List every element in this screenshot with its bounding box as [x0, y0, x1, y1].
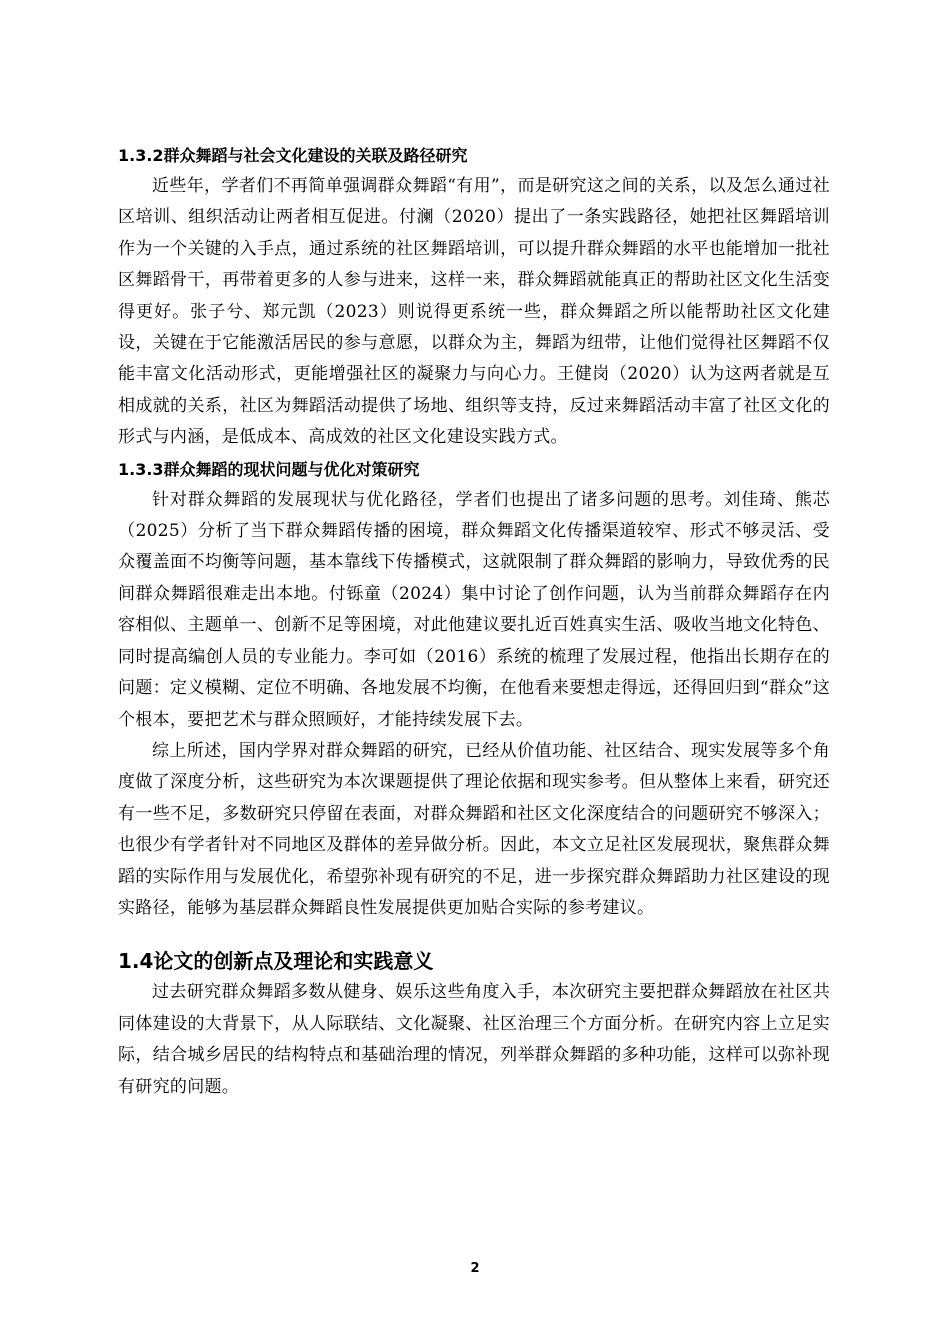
section-heading-1-3-2: 1.3.2群众舞蹈与社会文化建设的关联及路径研究	[118, 146, 468, 165]
paragraph: 近些年，学者们不再简单强调群众舞蹈“有用”，而是研究这之间的关系，以及怎么通过社区培训、组织活动让两者相互促进。付澜（2020）提出了一条实践路径，她把社区舞蹈培训作为一个关键的入手点，通过系统的社区舞蹈培训，可以提升群众舞蹈的水平也能增加一批社区舞蹈骨干，再带着更多的人参与进来，这样一来，群众舞蹈就能真正的帮助社区文化生活变得更好。张子兮、郑元凯（2023）则说得更系统一些，群众舞蹈之所以能帮助社区文化建设，关键在于它能激活居民的参与意愿，以群众为主，舞蹈为纽带，让他们觉得社区舞蹈不仅能丰富文化活动形式，更能增强社区的凝聚力与向心力。王健岗（2020）认为这两者就是互相成就的关系，社区为舞蹈活动提供了场地、组织等支持，反过来舞蹈活动丰富了社区文化的形式与内涵，是低成本、高成效的社区文化建设实践方式。	[118, 176, 830, 448]
page-content	[118, 140, 830, 1103]
section-heading-1-4: 1.4论文的创新点及理论和实践意义	[118, 949, 434, 974]
paragraph: 针对群众舞蹈的发展现状与优化路径，学者们也提出了诸多问题的思考。刘佳琦、熊芯（2025）分析了当下群众舞蹈传播的困境，群众舞蹈文化传播渠道较窄、形式不够灵活、受众覆盖面不均衡等问题，基本靠线下传播模式，这就限制了群众舞蹈的影响力，导致优秀的民间群众舞蹈很难走出本地。付铄童（2024）集中讨论了创作问题，认为当前群众舞蹈存在内容相似、主题单一、创新不足等困境，对此他建议要扎近百姓真实生活、吸收当地文化特色、同时提高编创人员的专业能力。李可如（2016）系统的梳理了发展过程，他指出长期存在的问题：定义模糊、定位不明确、各地发展不均衡，在他看来要想走得远，还得回归到“群众”这个根本，要把艺术与群众照顾好，才能持续发展下去。	[118, 489, 830, 730]
paragraph: 过去研究群众舞蹈多数从健身、娱乐这些角度入手，本次研究主要把群众舞蹈放在社区共同体建设的大背景下，从人际联结、文化凝聚、社区治理三个方面分析。在研究内容上立足实际，结合城乡居民的结构特点和基础治理的情况，列举群众舞蹈的多种功能，这样可以弥补现有研究的问题。	[118, 982, 830, 1097]
section-heading-1-3-3: 1.3.3群众舞蹈的现状问题与优化对策研究	[118, 459, 420, 479]
paragraph: 综上所述，国内学界对群众舞蹈的研究，已经从价值功能、社区结合、现实发展等多个角度做了深度分析，这些研究为本次课题提供了理论依据和现实参考。但从整体上来看，研究还有一些不足，多数研究只停留在表面，对群众舞蹈和社区文化深度结合的问题研究不够深入；也很少有学者针对不同地区及群体的差异做分析。因此，本文立足社区发展现状，聚焦群众舞蹈的实际作用与发展优化，希望弥补现有研究的不足，进一步探究群众舞蹈助力社区建设的现实路径，能够为基层群众舞蹈良性发展提供更加贴合实际的参考建议。	[118, 740, 830, 918]
page-number: 2	[470, 1261, 480, 1276]
